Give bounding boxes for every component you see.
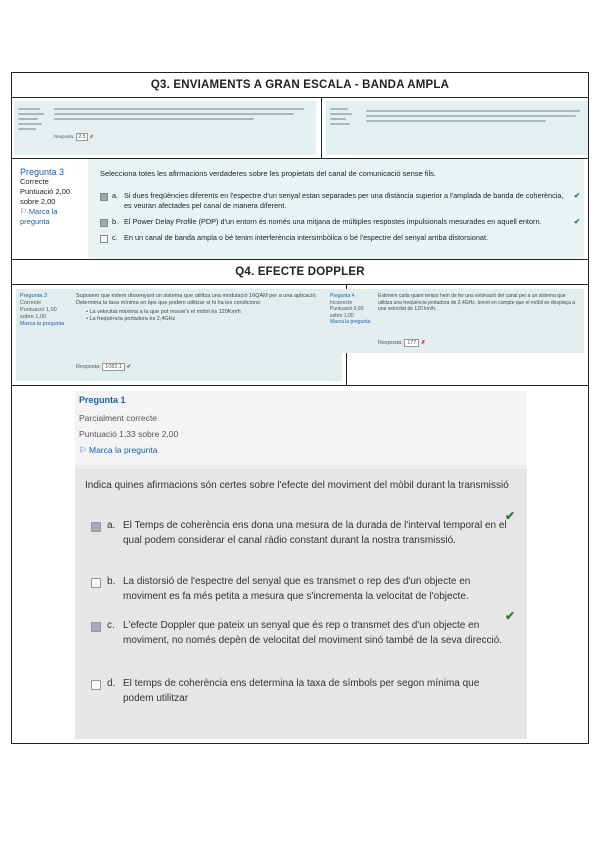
answer-field: 1082,1 xyxy=(102,363,125,371)
divider xyxy=(321,97,322,158)
q3-main-question xyxy=(12,159,588,259)
checkbox[interactable] xyxy=(100,235,108,243)
option-b[interactable]: b. La distorsió de l'espectre del senyal que es transmet o rep des d'un objecte en moviment es fa més petita a mesura que s'incrementa la velocitat de l'objecte. xyxy=(91,575,511,604)
q3-left-screenshot: Resposta: 2.5 ✗ xyxy=(14,101,316,155)
incorrect-icon: ✗ xyxy=(89,134,94,139)
option-d[interactable]: d. El temps de coherència ens determina la taxa de símbols per segon mínima que podem utilitzar xyxy=(91,677,511,706)
question-score: Puntuació 2,00 sobre 2,00 xyxy=(20,187,71,206)
question-number: Pregunta 3 xyxy=(20,167,65,177)
question-prompt: Selecciona totes les afirmacions verdaderes sobre les propietats del canal de comunicació sense fils. xyxy=(100,169,437,178)
checkbox[interactable] xyxy=(100,193,108,201)
divider xyxy=(12,385,588,386)
section-title-q3: Q3. ENVIAMENTS A GRAN ESCALA - BANDA AMPLA xyxy=(12,73,588,98)
option-a[interactable]: a. El Temps de coherència ens dona una mesura de la durada de l'interval temporal en el qual podem considerar el canal ràdio constant durant la nostra transmissió. xyxy=(91,519,511,548)
correct-icon: ✔ xyxy=(505,509,516,523)
correct-icon: ✔ xyxy=(573,191,580,200)
option-c[interactable]: c. En un canal de banda ampla o bé tenim interferència intersimbòlica o bé l'espectre del senyal arriba distorsionat. xyxy=(100,233,580,243)
q4-left-screenshot: Pregunta 3 Correcte Puntuació 1,00 sobre 1,00 Marca la pregunta Suposem que estem dissenyant un sistema que utilitza una modulació 16QAM per a una aplicació. Determina la taxa mínima en bps que podem utilitzar si hi ha les condicions: • La velocitat màxima a la que pot moure's el mòbil és 120Km/h • La freqüència portadora és 2,4GHz Resposta: 1082,1 ✔ xyxy=(16,289,342,381)
q4-photo-screenshot xyxy=(75,391,527,739)
answer-field: 177 xyxy=(404,339,419,347)
checkbox[interactable] xyxy=(91,680,101,690)
flag-icon: ⚐ xyxy=(79,445,89,455)
flag-question-link[interactable]: ⚐ Marca la pregunta xyxy=(79,445,158,455)
checkbox[interactable] xyxy=(91,522,101,532)
section-title-q4: Q4. EFECTE DOPPLER xyxy=(12,260,588,285)
document-frame xyxy=(11,72,589,744)
answer-field: 2.5 xyxy=(76,133,89,141)
correct-icon: ✔ xyxy=(126,364,132,370)
q3-right-screenshot xyxy=(326,101,588,155)
checkbox[interactable] xyxy=(100,219,108,227)
question-status: Parcialment correcte xyxy=(79,413,157,423)
flag-question-link[interactable]: ⚐ Marca la pregunta xyxy=(20,207,58,226)
checkbox[interactable] xyxy=(91,578,101,588)
incorrect-icon: ✗ xyxy=(421,340,426,346)
option-c[interactable]: c. L'efecte Doppler que pateix un senyal que és rep o transmet des d'un objecte en moviment, no només depèn de velocitat del moviment sinó també de la seva direcció. xyxy=(91,619,511,648)
option-a[interactable]: a. Si dues freqüències diferents en l'espectre d'un senyal estan separades per una distància superior a l'amplada de banda de coherència, es veuran afectades pel canal de manera diferent. ✔ xyxy=(100,191,580,211)
option-b[interactable]: b. El Power Delay Profile (PDP) d'un entorn és només una mitjana de múltiples respostes impulsionals mesurades en aquell entorn. ✔ xyxy=(100,217,580,227)
question-prompt: Indica quines afirmacions són certes sobre l'efecte del moviment del mòbil durant la transmissió xyxy=(85,480,509,491)
question-number: Pregunta 1 xyxy=(79,395,126,405)
correct-icon: ✔ xyxy=(573,217,580,226)
flag-icon: ⚐ xyxy=(20,207,29,216)
correct-icon: ✔ xyxy=(505,609,516,623)
question-score: Puntuació 1,33 sobre 2,00 xyxy=(79,429,179,439)
q4-right-screenshot: Pregunta 4 Incorrecte Puntuació 0,00 sobre 1,00 Marca la pregunta Estimem cada quant temps hem de fer una estimació del canal per a un sistema que utilitza una freqüència portadora de 2,4GHz, tenint en compte que el mòbil es desplaça a una velocitat de 120 km/h. Resposta: 177 ✗ xyxy=(326,289,584,353)
checkbox[interactable] xyxy=(91,622,101,632)
question-status: Correcte xyxy=(20,177,49,186)
